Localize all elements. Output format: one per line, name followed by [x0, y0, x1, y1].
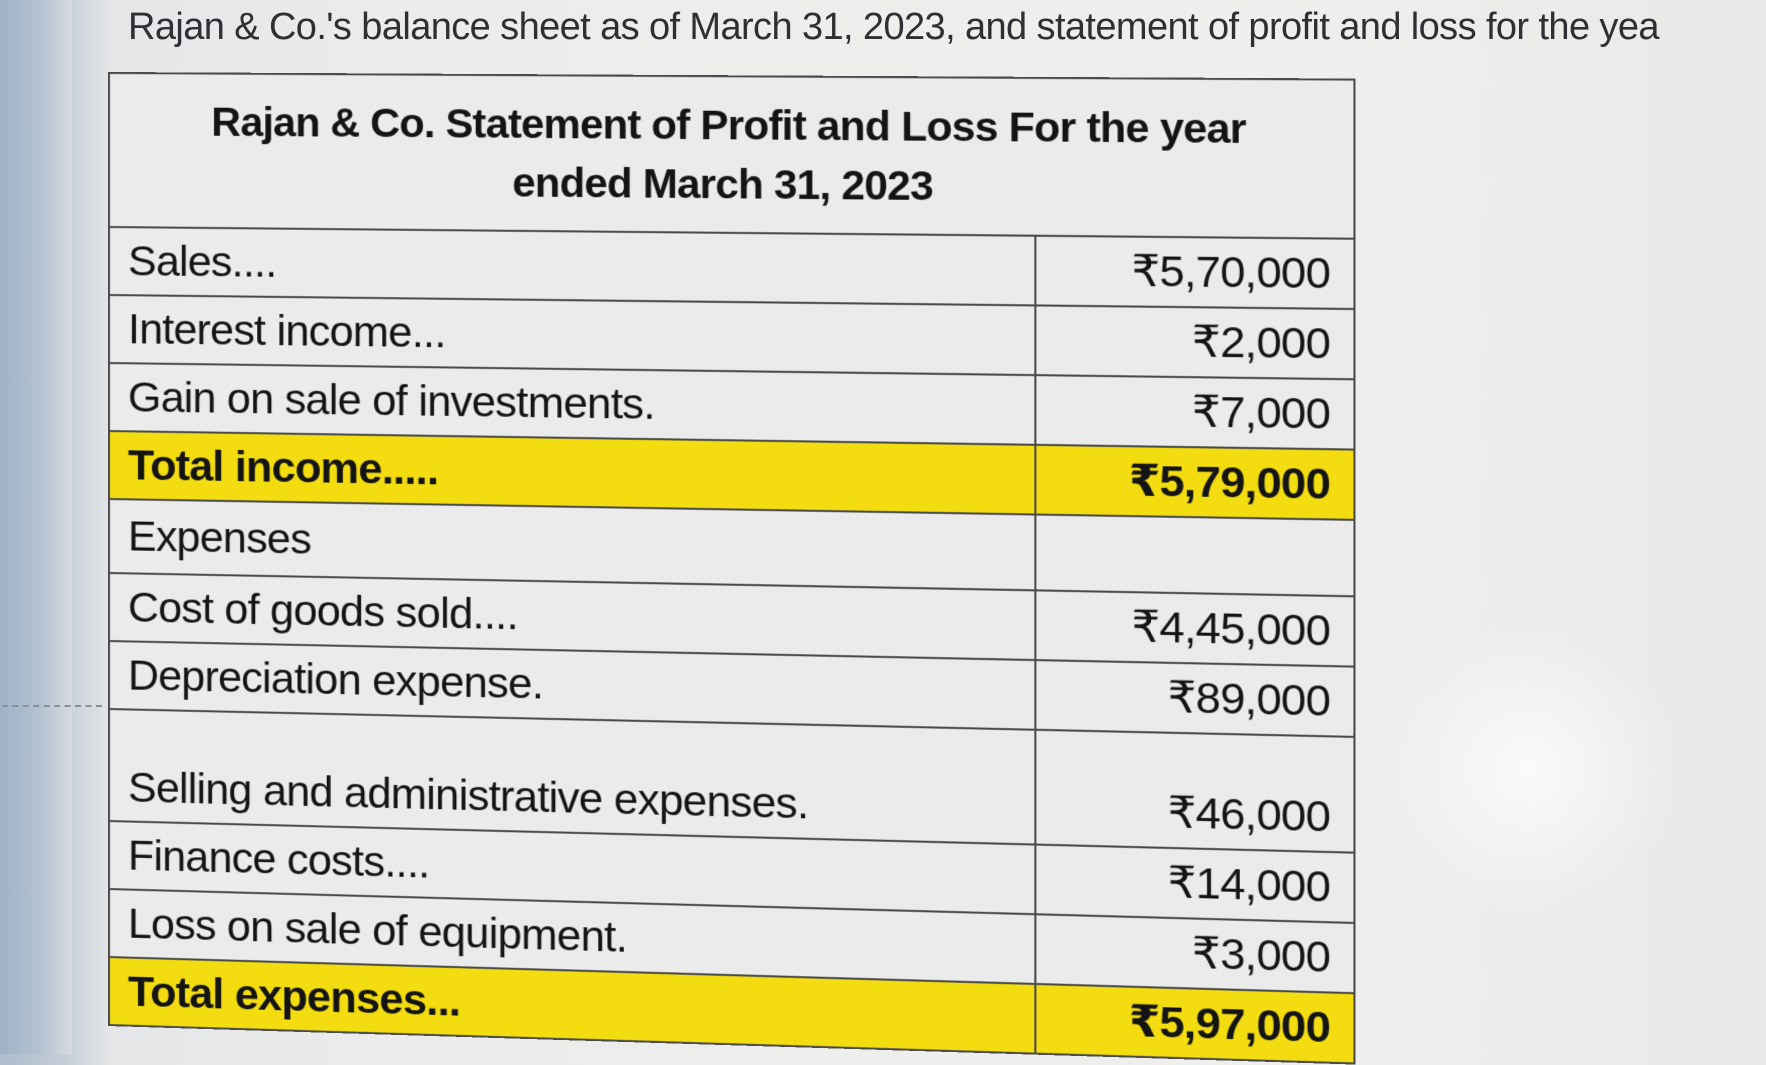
row-amount: ₹5,79,000 [1035, 445, 1354, 520]
screen-glare [1380, 620, 1680, 920]
row-amount: ₹89,000 [1035, 660, 1354, 737]
page-heading: Rajan & Co.'s balance sheet as of March 31, 2023, and statement of profit and loss for the yea [128, 6, 1659, 48]
row-amount [1035, 515, 1354, 597]
row-label: Loss on sale of equipment. [109, 889, 1035, 984]
profit-loss-statement [108, 72, 1356, 1065]
row-label: Gain on sale of investments. [109, 363, 1035, 445]
dashed-mark [2, 705, 102, 707]
statement-title-line-1: Rajan & Co. Statement of Profit and Loss For the year [211, 98, 1246, 153]
row-label: Expenses [109, 499, 1035, 590]
row-amount: ₹7,000 [1035, 375, 1354, 449]
row-label: Total income..... [109, 431, 1035, 515]
statement-title-line-2: ended March 31, 2023 [512, 159, 933, 210]
row-amount: ₹4,45,000 [1035, 590, 1354, 666]
row-label: Cost of goods sold.... [109, 573, 1035, 660]
row-label: Depreciation expense. [109, 641, 1035, 730]
row-amount: ₹2,000 [1035, 305, 1354, 379]
row-amount: ₹5,97,000 [1035, 984, 1354, 1064]
row-amount: ₹14,000 [1035, 845, 1354, 923]
row-amount: ₹5,70,000 [1035, 236, 1354, 309]
row-label: Sales.... [109, 227, 1035, 305]
profit-loss-table [108, 72, 1356, 1065]
row-label: Finance costs.... [109, 821, 1035, 914]
table-title-row [109, 73, 1354, 239]
row-amount: ₹46,000 [1035, 730, 1354, 853]
row-label: Selling and administrative expenses. [109, 709, 1035, 845]
statement-title [109, 73, 1354, 239]
row-label: Total expenses... [109, 957, 1035, 1054]
row-label: Interest income... [109, 295, 1035, 375]
row-amount: ₹3,000 [1035, 914, 1354, 993]
background-left-edge [0, 0, 72, 1054]
